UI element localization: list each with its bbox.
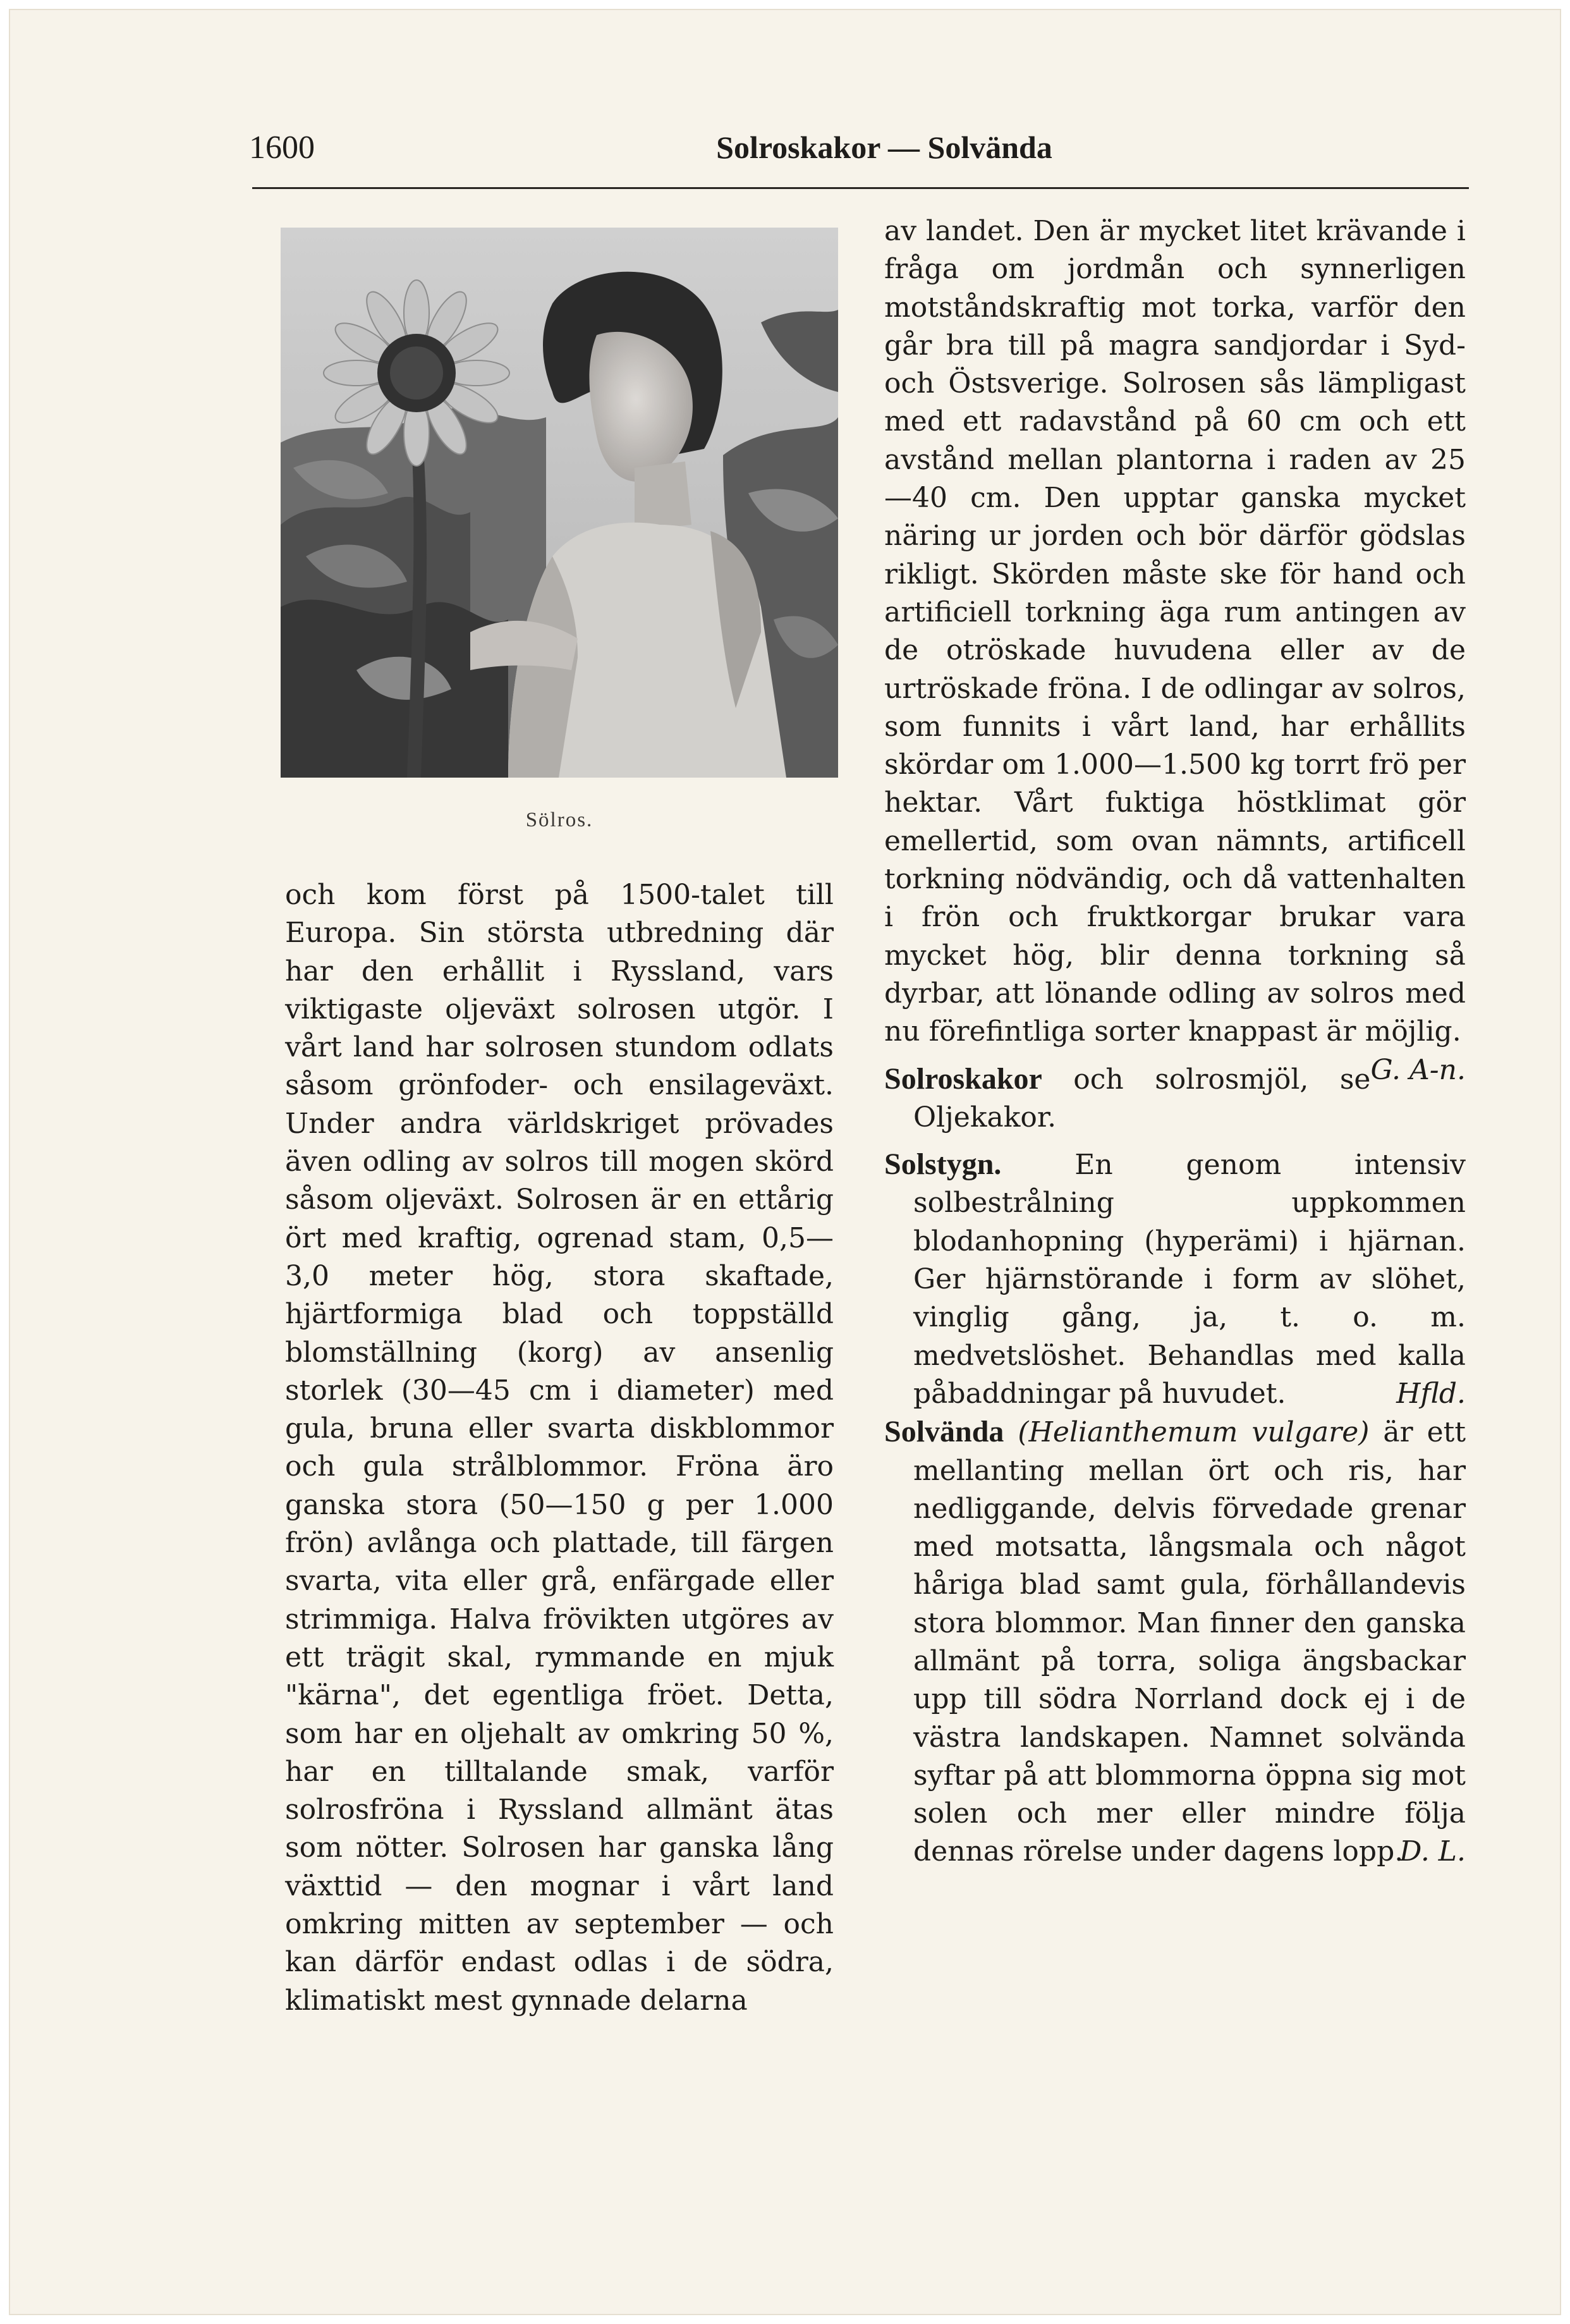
sunflower-photo-image	[281, 228, 838, 778]
entry-text: och solrosmjöl, se Oljekakor.	[913, 1063, 1371, 1134]
left-column	[285, 876, 834, 2020]
figure-caption: Sölros.	[525, 809, 593, 831]
entry-term: Solstygn.	[884, 1147, 1002, 1182]
sunflower-photo	[281, 228, 838, 778]
page-header	[246, 129, 1478, 173]
solros-article-text: och kom först på 1500-talet till Europa. Sin största utbredning där har den erhållit i Ryssland, vars viktigaste oljeväxt solrosen utgör. I vårt land har solrosen stundom odlats såsom grönfoder- och ensilageväxt. Under andra världskriget prövades även odling av solros till mogen skörd såsom oljeväxt. Solrosen är en ettårig ört med kraftig, ogrenad stam, 0,5—3,0 meter hög, stora skaftade, hjärtformiga blad och toppställd blomställning (korg) av ansenlig storlek (30—45 cm i diameter) med gula, bruna eller svarta diskblommor och gula strålblommor. Fröna äro ganska stora (50—150 g per 1.000 frön) avlånga och plattade, till färgen svarta, vita eller grå, enfärgade eller strimmiga. Halva frövikten utgöres av ett trägit skal, rymmande en mjuk "kärna", det egentliga fröet. Detta, som har en oljehalt av omkring 50 %, har en tilltalande smak, varför solrosfröna i Ryssland allmänt ätas som nötter. Solrosen har ganska lång växttid — den mognar i vårt land omkring mitten av september — och kan därför endast odlas i de södra, klimatiskt mest gynnade delarna	[285, 879, 834, 2017]
running-head: Solroskakor — Solvända	[716, 130, 1052, 165]
entry-signature: D. L.	[1399, 1835, 1466, 1868]
book-page	[9, 9, 1561, 2315]
page-number: 1600	[249, 130, 315, 166]
entry-latin-name: (Helianthemum vulgare)	[1004, 1416, 1370, 1449]
entry-signature: Hfld.	[1396, 1377, 1466, 1410]
entry-text: En genom intensiv solbestrålning uppkommen blodanhopning (hyperämi) i hjärnan. Ger hjärnstörande i form av slöhet, vinglig gång, ja, t. o. m. medvetslöshet. Behandlas med kalla påbaddningar på huvudet.	[913, 1149, 1466, 1410]
entry-term: Solvända	[884, 1415, 1004, 1449]
header-rule	[252, 187, 1469, 189]
entry-term: Solroskakor	[884, 1061, 1042, 1096]
entry-solvanda	[884, 1413, 1466, 1871]
entry-gap	[884, 1137, 1466, 1146]
entry-solstygn	[884, 1146, 1466, 1413]
continuation-signature: G. A-n.	[1370, 1053, 1466, 1086]
continuation-text: av landet. Den är mycket litet krävande i fråga om jordmån och synnerligen motståndskraftig mot torka, varför den går bra till på magra sandjordar i Syd- och Östsverige. Solrosen sås lämpligast med ett radavstånd på 60 cm och ett avstånd mellan plantorna i raden av 25—40 cm. Den upptar ganska mycket näring ur jorden och bör därför gödslas rikligt. Skörden måste ske för hand och artificiell torkning äga rum antingen av de otröskade huvudena eller av de urtröskade fröna. I de odlingar av solros, som funnits i vårt land, har erhållits skördar om 1.000—1.500 kg torrt frö per hektar. Vårt fuktiga höstklimat gör emellertid, som ovan nämnts, artificell torkning nödvändig, och då vattenhalten i frön och fruktkorgar brukar vara mycket hög, blir denna torkning så dyrbar, att lönande odling av solros med nu förefintliga sorter knappast är möjlig.	[884, 215, 1466, 1048]
entry-text: är ett mellanting mellan ört och ris, har nedliggande, delvis förvedade grenar med motsatta, långsmala och något håriga blad samt gula, förhållandevis stora blommor. Man finner den ganska allmänt på torra, soliga ängsbackar upp till södra Norrland dock ej i de västra landskapen. Namnet solvända syftar på att blommorna öppna sig mot solen och mer eller mindre följa dennas rörelse under dagens lopp.	[913, 1416, 1466, 1868]
right-column	[884, 212, 1466, 1871]
